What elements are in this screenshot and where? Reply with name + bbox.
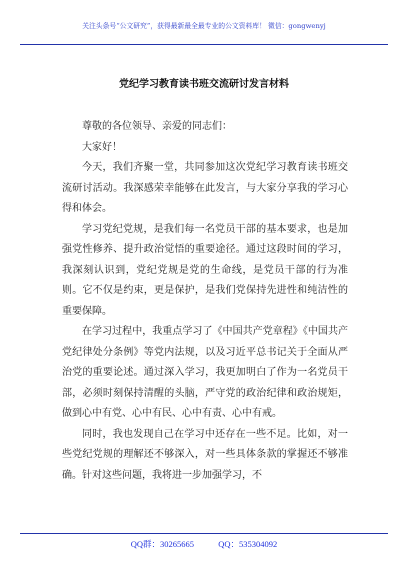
header-banner: 关注头条号“公文研究”，获得最新最全最专业的公文资料库！ 微信：gongwenyj — [82, 22, 326, 30]
footer-divider — [20, 533, 388, 534]
document-body — [62, 117, 348, 486]
qq-group-number: QQ群：30265665 — [130, 539, 195, 549]
greeting: 大家好！ — [82, 141, 122, 153]
paragraph: 今天，我们齐聚一堂，共同参加这次党纪学习教育读书班交流研讨活动。我深感荣幸能够在此发言，与大家分享我的学习心得和体会。 — [62, 162, 348, 214]
paragraph: 学习党纪党规，是我们每一名党员干部的基本要求，也是加强党性修养、提升政治觉悟的重要途径。通过这段时间的学习，我深刻认识到，党纪党规是党的生命线，是党员干部的行为准则。它不仅是约束，更是保护，是我们党保持先进性和纯洁性的重要保障。 — [62, 223, 348, 317]
salutation: 尊敬的各位领导、亲爱的同志们： — [82, 121, 232, 132]
paragraph: 在学习过程中，我重点学习了《中国共产党章程》《中国共产党纪律处分条例》等党内法规，以及习近平总书记关于全面从严治党的重要论述。通过深入学习，我更加明白了作为一名党员干部，必须时刻保持清醒的头脑，严守党的政治纪律和政治规矩，做到心中有党、心中有民、心中有责、心中有戒。 — [62, 326, 348, 419]
header-divider — [20, 44, 388, 45]
qq-number: QQ：535304092 — [218, 539, 278, 549]
footer-contacts — [0, 538, 408, 550]
document-title: 党纪学习教育读书班交流研讨发言材料 — [119, 79, 289, 90]
paragraph: 同时，我也发现自己在学习中还存在一些不足。比如，对一些党纪党规的理解还不够深入，对一些具体条款的掌握还不够准确。针对这些问题，我将进一步加强学习，不 — [62, 428, 348, 481]
